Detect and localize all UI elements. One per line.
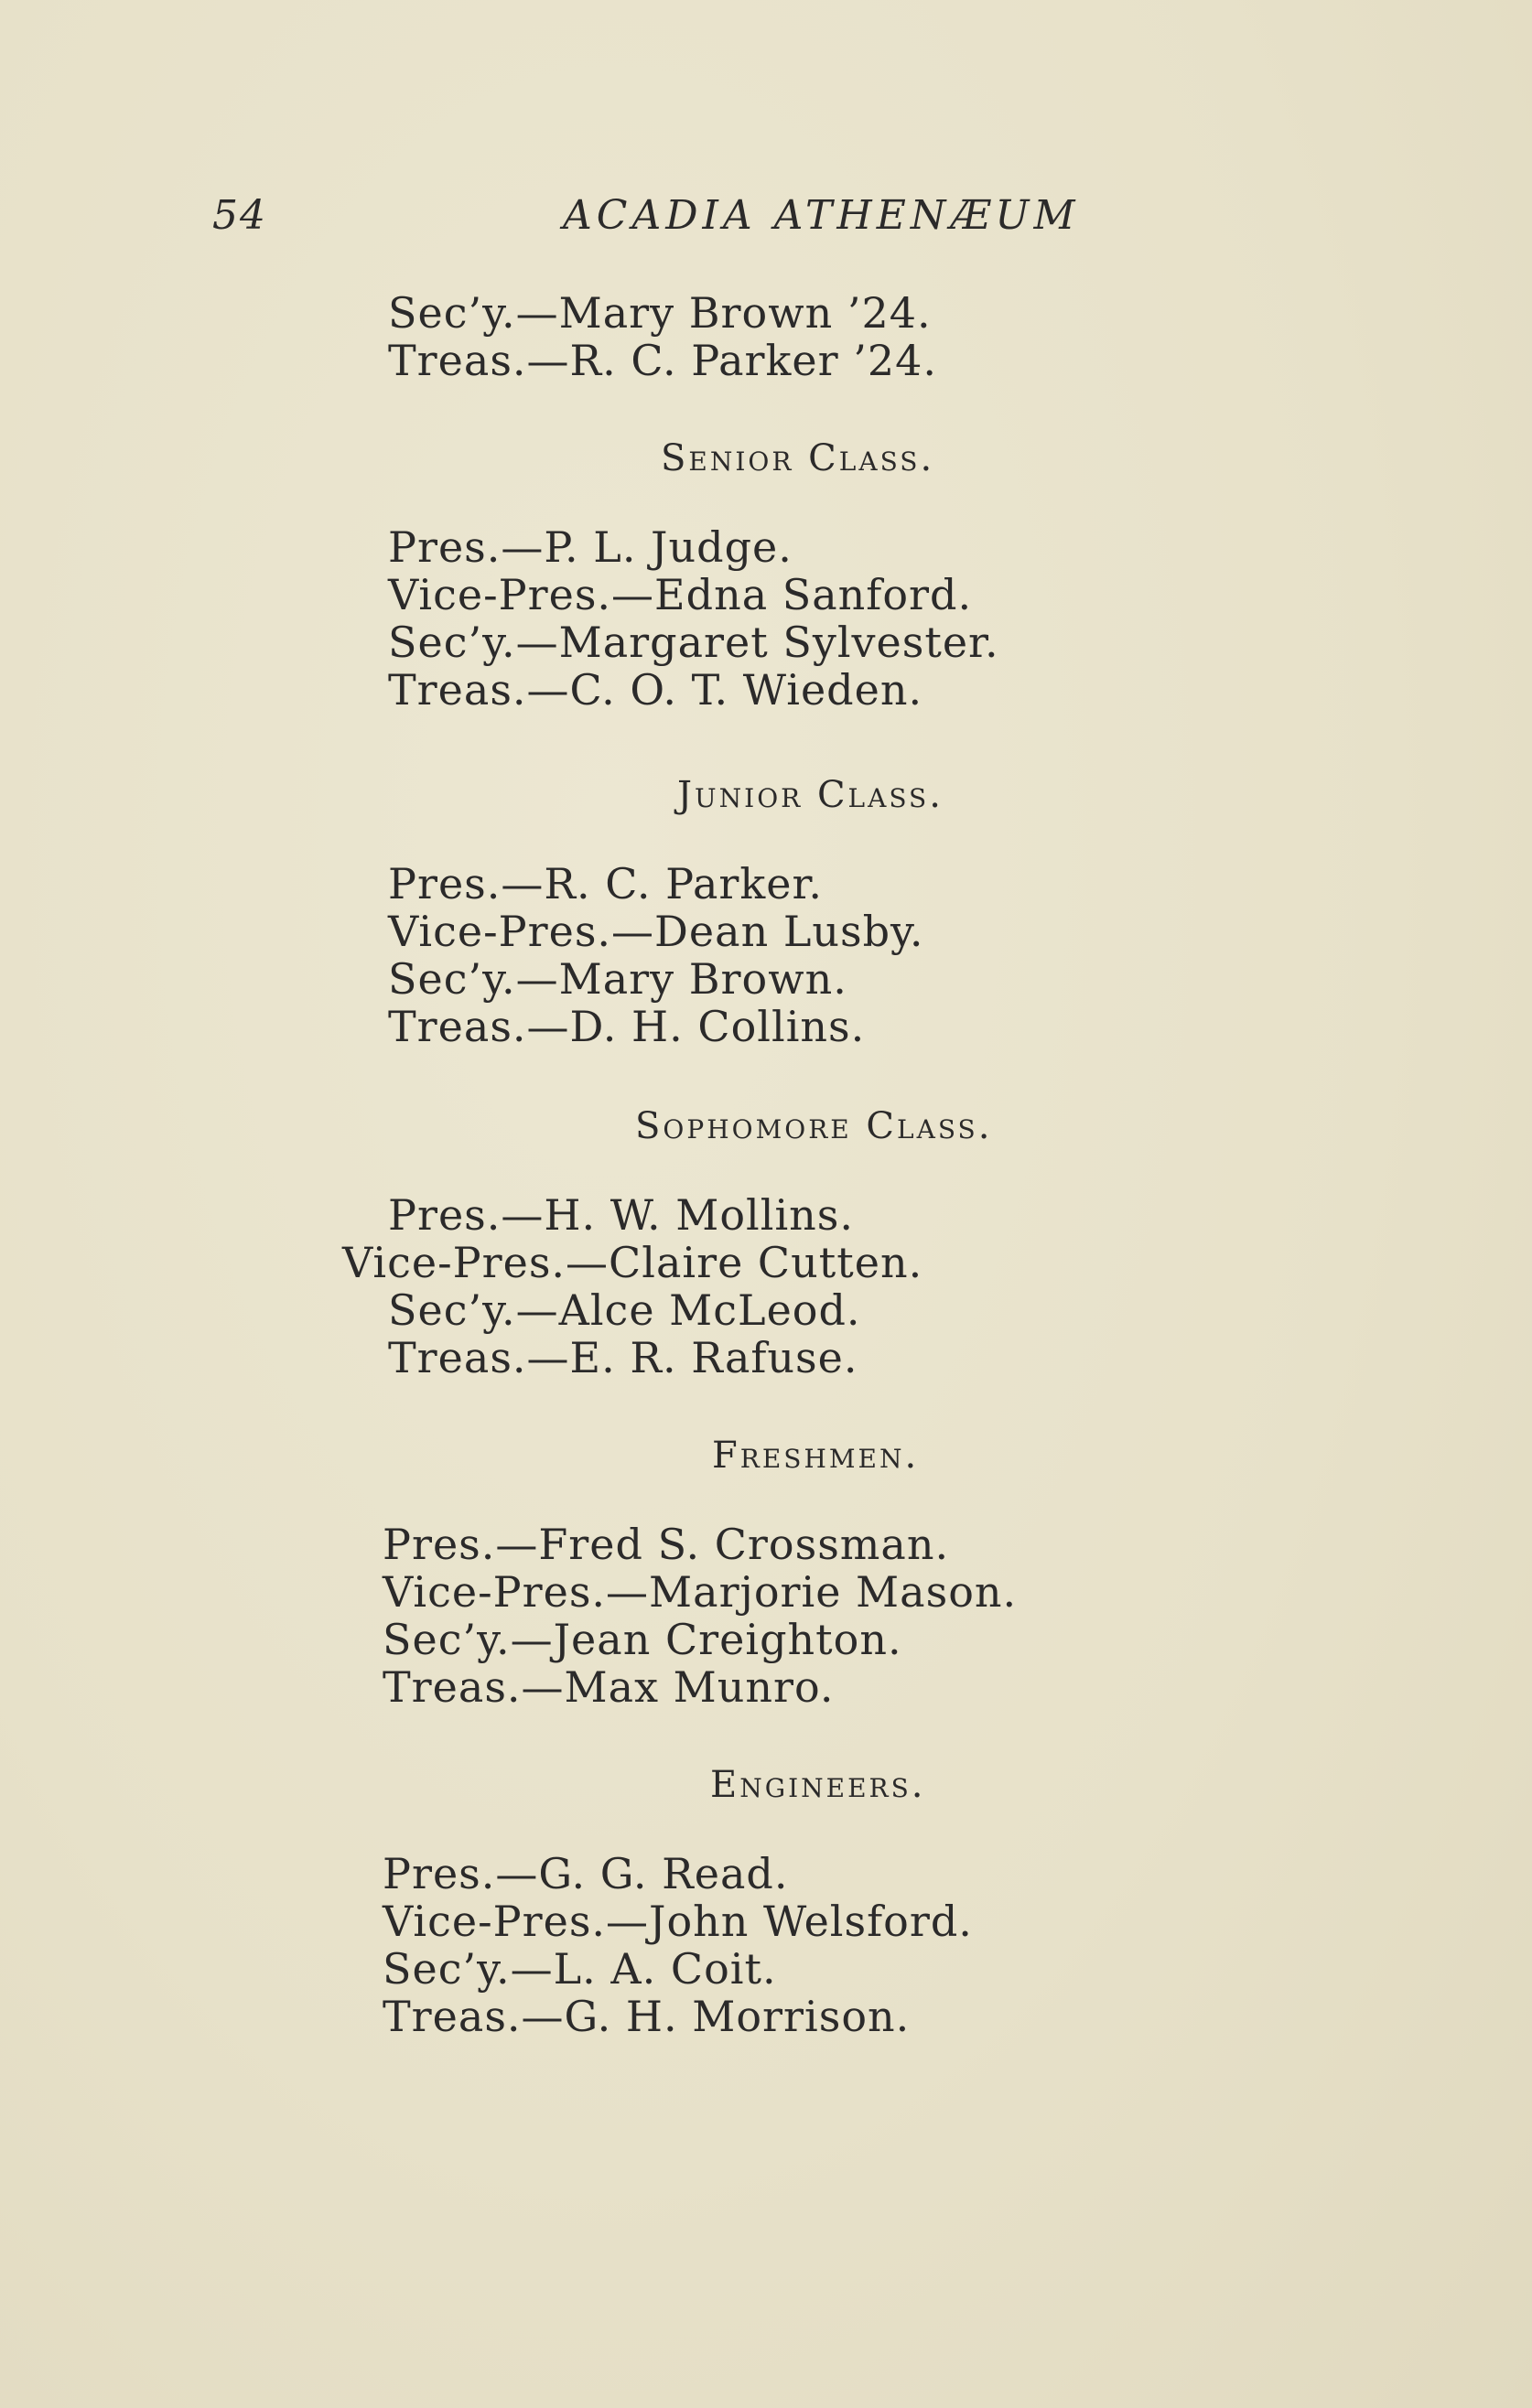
officer-line: Sec’y.—Alce McLeod. (388, 1285, 861, 1335)
officer-line: Sec’y.—L. A. Coit. (383, 1944, 777, 1994)
officer-line: Sec’y.—Margaret Sylvester. (388, 618, 999, 667)
section-heading: Freshmen. (712, 1435, 920, 1477)
officer-line: Pres.—G. G. Read. (383, 1849, 789, 1898)
running-head (0, 192, 1532, 247)
officer-line: Vice-Pres.—Edna Sanford. (388, 570, 973, 619)
officer-line: Vice-Pres.—Claire Cutten. (342, 1238, 923, 1287)
officer-line: Vice-Pres.—John Welsford. (383, 1897, 973, 1946)
officer-line: Treas.—D. H. Collins. (388, 1002, 866, 1051)
officer-line: Pres.—R. C. Parker. (388, 859, 824, 908)
officer-line: Pres.—P. L. Judge. (388, 522, 793, 572)
section-heading: Junior Class. (677, 774, 944, 816)
officer-line: Treas.—R. C. Parker ’24. (388, 336, 938, 385)
page-number: 54 (212, 192, 267, 239)
journal-title: ACADIA ATHENÆUM (563, 192, 1080, 239)
officer-line: Treas.—G. H. Morrison. (383, 1992, 911, 2041)
officer-line: Sec’y.—Jean Creighton. (383, 1615, 902, 1664)
officer-line: Vice-Pres.—Dean Lusby. (388, 907, 924, 956)
officer-line: Treas.—Max Munro. (383, 1662, 835, 1712)
officer-line: Treas.—E. R. Rafuse. (388, 1333, 858, 1382)
officer-line: Pres.—Fred S. Crossman. (383, 1520, 950, 1569)
section-heading: Sophomore Class. (635, 1105, 993, 1147)
officer-line: Treas.—C. O. T. Wieden. (388, 665, 923, 715)
section-heading: Engineers. (710, 1764, 926, 1806)
officer-line: Pres.—H. W. Mollins. (388, 1190, 855, 1240)
officer-line: Sec’y.—Mary Brown. (388, 954, 847, 1004)
officer-line: Sec’y.—Mary Brown ’24. (388, 288, 932, 338)
officer-line: Vice-Pres.—Marjorie Mason. (383, 1567, 1018, 1617)
section-heading: Senior Class. (661, 437, 935, 479)
